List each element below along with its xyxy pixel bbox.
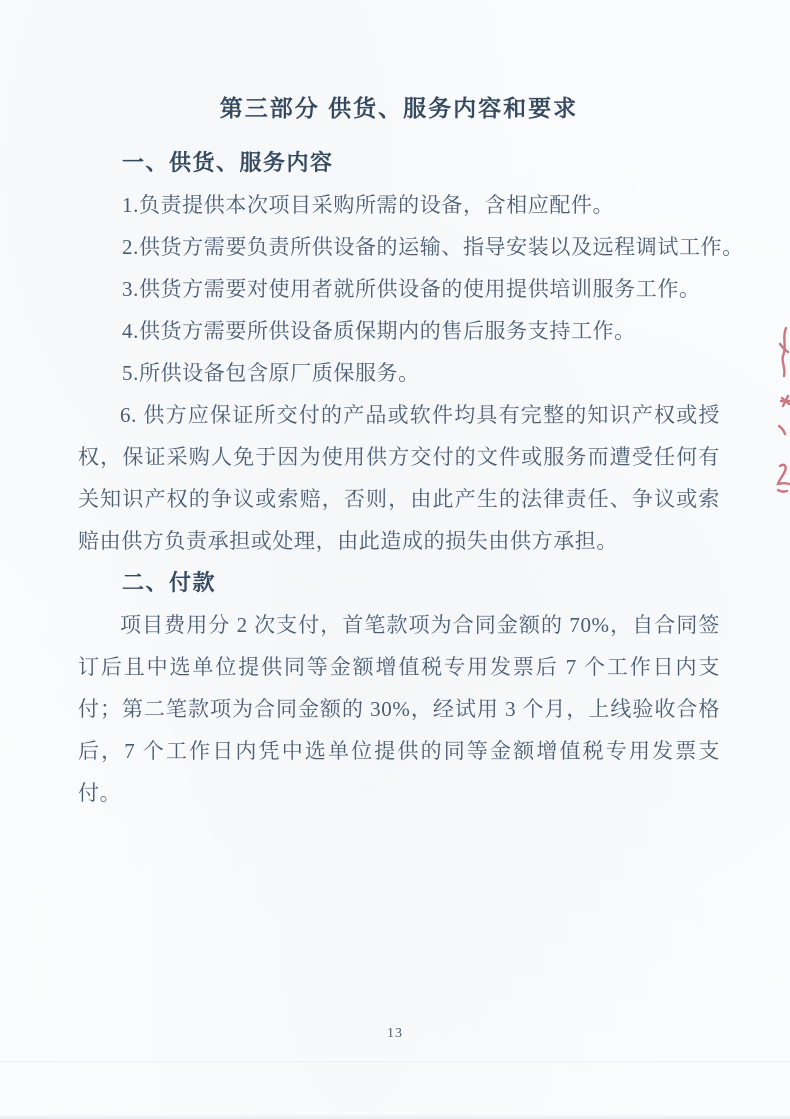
paragraph-payment-terms: 项目费用分 2 次支付，首笔款项为合同金额的 70%，自合同签订后且中选单位提供同等金额增值税专用发票后 7 个工作日内支付；第二笔款项为合同金额的 30%，经试用 3 个月，上线验收合格后，7 个工作日内凭中选单位提供的同等金额增值税专用发票支付。 [78,613,720,805]
list-item-5: 5.所供设备包含原厂质保服务。 [122,361,420,385]
red-ink-marks [764,300,790,500]
document-content [78,88,744,814]
paragraph-ip-guarantee: 6. 供方应保证所交付的产品或软件均具有完整的知识产权或授权，保证采购人免于因为使用供方交付的文件或服务而遭受任何有关知识产权的争议或索赔，否则，由此产生的法律责任、争议或索赔由供方负责承担或处理，由此造成的损失由供方承担。 [78,403,720,553]
section-heading-supply-service: 一、供货、服务内容 [122,150,334,175]
section-heading-payment: 二、付款 [122,570,217,595]
document-title: 第三部分 供货、服务内容和要求 [219,95,579,121]
list-item-4: 4.供货方需要所供设备质保期内的售后服务支持工作。 [122,319,636,343]
page-number: 13 [387,1026,403,1041]
list-item-3: 3.供货方需要对使用者就所供设备的使用提供培训服务工作。 [122,277,701,301]
list-item-1: 1.负责提供本次项目采购所需的设备，含相应配件。 [122,193,615,217]
scan-artifact-line [0,1061,790,1062]
scan-edge-shadow [0,1114,790,1119]
list-item-2: 2.供货方需要负责所供设备的运输、指导安装以及远程调试工作。 [122,235,744,259]
